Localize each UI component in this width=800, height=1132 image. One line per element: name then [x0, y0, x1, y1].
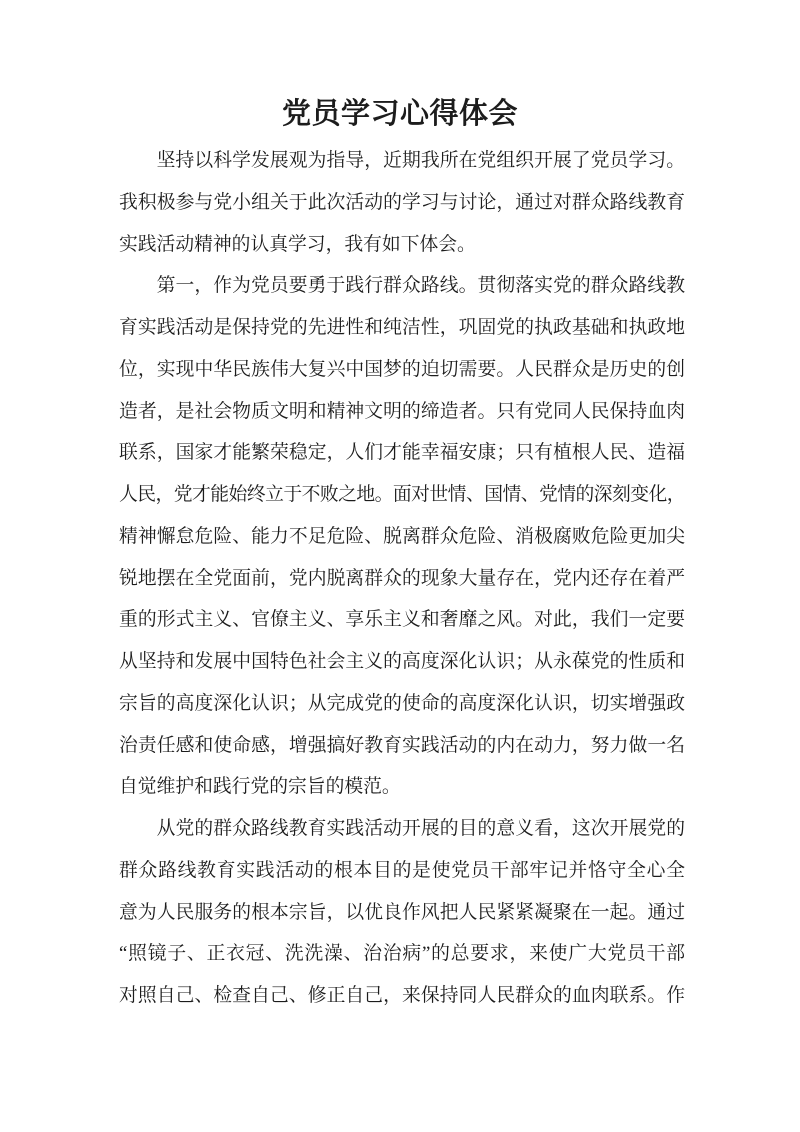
text-line: 育实践活动是保持党的先进性和纯洁性，巩固党的执政基础和执政地 — [119, 317, 685, 338]
text-line: 重的形式主义、官僚主义、享乐主义和奢靡之风。对此，我们一定要 — [119, 609, 685, 631]
text-line: 联系，国家才能繁荣稳定，人们才能幸福安康；只有植根人民、造福 — [119, 442, 685, 464]
text-line: 锐地摆在全党面前，党内脱离群众的现象大量存在，党内还存在着严 — [119, 567, 685, 589]
text-line: 从党的群众路线教育实践活动开展的目的意义看，这次开展党的 — [156, 818, 685, 839]
text-line: 宗旨的高度深化认识；从完成党的使命的高度深化认识，切实增强政 — [119, 692, 685, 714]
document-title: 党员学习心得体会 — [281, 98, 518, 130]
text-line: 实践活动精神的认真学习，我有如下体会。 — [119, 233, 476, 255]
text-line: “照镜子、正衣冠、洗洗澡、治治病”的总要求，来使广大党员干部 — [119, 943, 685, 965]
text-line: 坚持以科学发展观为指导，近期我所在党组织开展了党员学习。 — [156, 150, 685, 171]
text-line: 群众路线教育实践活动的根本目的是使党员干部牢记并恪守全心全 — [119, 859, 685, 881]
text-line: 我积极参与党小组关于此次活动的学习与讨论，通过对群众路线教育 — [119, 191, 685, 213]
text-line: 精神懈怠危险、能力不足危险、脱离群众危险、消极腐败危险更加尖 — [119, 525, 685, 547]
document-body — [119, 140, 685, 1017]
text-line: 造者，是社会物质文明和精神文明的缔造者。只有党同人民保持血肉 — [119, 400, 685, 422]
text-line: 人民，党才能始终立于不败之地。面对世情、国情、党情的深刻变化， — [119, 484, 685, 505]
text-line: 位，实现中华民族伟大复兴中国梦的迫切需要。人民群众是历史的创 — [119, 358, 685, 380]
text-line: 第一，作为党员要勇于践行群众路线。贯彻落实党的群众路线教 — [156, 275, 685, 297]
text-line: 意为人民服务的根本宗旨，以优良作风把人民紧紧凝聚在一起。通过 — [119, 901, 685, 923]
text-line: 对照自己、检查自己、修正自己，来保持同人民群众的血肉联系。作 — [119, 985, 685, 1006]
text-line: 自觉维护和践行党的宗旨的模范。 — [119, 776, 401, 798]
text-line: 治责任感和使命感，增强搞好教育实践活动的内在动力，努力做一名 — [119, 734, 685, 756]
text-line: 从坚持和发展中国特色社会主义的高度深化认识；从永葆党的性质和 — [119, 651, 685, 672]
